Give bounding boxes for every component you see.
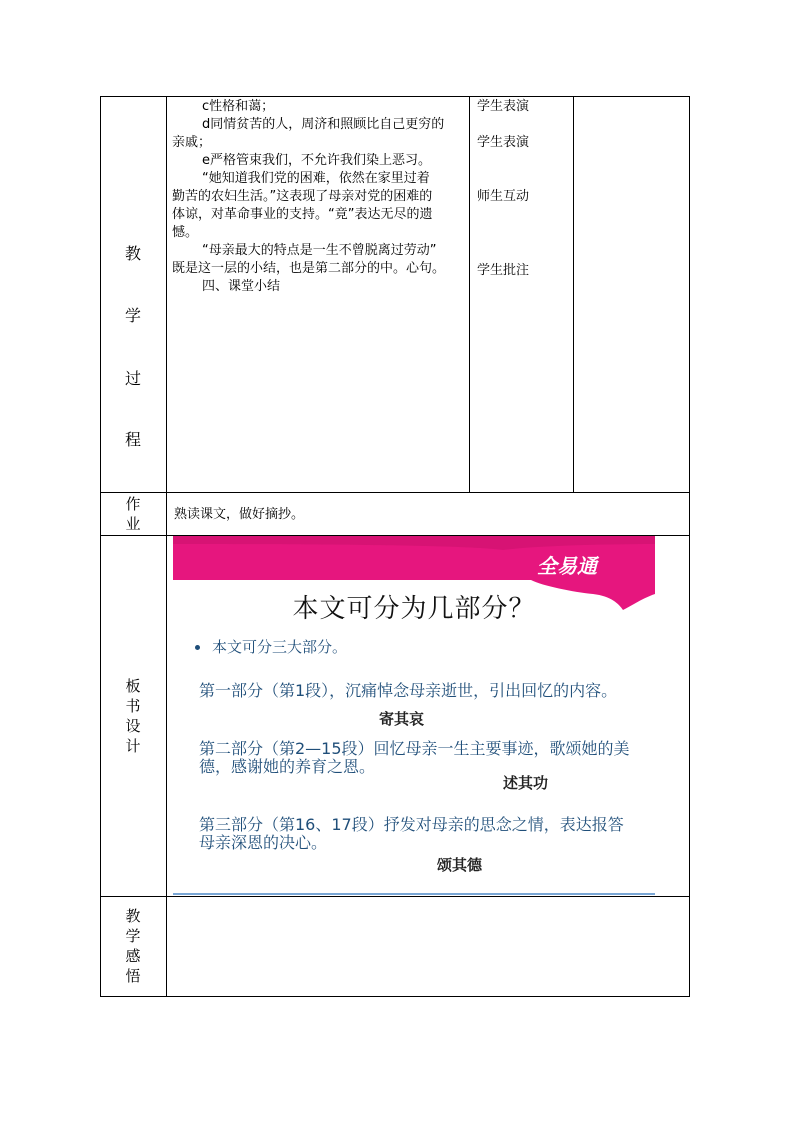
- row-label-board-3: 设: [125, 717, 141, 735]
- row-label-process-2: 学: [124, 306, 141, 325]
- process-line: c性格和蔼；: [202, 99, 275, 114]
- process-line: “母亲最大的特点是一生不曾脱离过劳动”: [202, 243, 437, 258]
- slide-part-3: 第三部分（第16、17段）抒发对母亲的思念之情，表达报答母亲深恩的决心。: [199, 815, 624, 852]
- column-divider: [469, 96, 470, 492]
- slide-tag-2: 述其功: [503, 774, 549, 792]
- row-label-process-1: 教: [124, 244, 141, 263]
- slide-title: 本文可分为几部分？: [292, 594, 536, 624]
- slide-tag-1: 寄其哀: [379, 710, 425, 728]
- slide-part-2: 第二部分（第2—15段）回忆母亲一生主要事迹，歌颂她的美德，感谢她的养育之恩。: [199, 739, 630, 776]
- slide-bottom-line: [173, 893, 655, 895]
- slide-part-1: 第一部分（第1段），沉痛悼念母亲逝世，引出回忆的内容。: [199, 681, 618, 700]
- row-label-reflection-4: 悟: [125, 967, 141, 985]
- row-label-reflection-1: 教: [125, 907, 141, 925]
- row-label-process-3: 过: [124, 369, 141, 388]
- process-line: 体谅，对革命事业的支持。“竟”表达无尽的遗: [172, 207, 433, 222]
- slide-logo: 全易通: [537, 554, 597, 578]
- process-line: “她知道我们党的困难，依然在家里过着: [202, 171, 430, 186]
- process-line: d同情贫苦的人，周济和照顾比自己更穷的: [202, 117, 445, 132]
- row-divider: [100, 896, 690, 897]
- bullet-dot: [195, 645, 200, 650]
- slide-tag-3: 颂其德: [437, 856, 483, 874]
- process-line: e严格管束我们，不允许我们染上恶习。: [202, 153, 431, 168]
- column-divider: [573, 96, 574, 492]
- activity-item: 师生互动: [477, 189, 530, 204]
- row-label-board-4: 计: [125, 737, 141, 755]
- row-divider: [100, 492, 690, 493]
- process-content: [172, 98, 466, 296]
- row-label-homework-1: 作: [125, 495, 141, 513]
- process-line: 勤苦的农妇生活。”这表现了母亲对党的困难的: [172, 189, 433, 204]
- row-label-reflection-2: 学: [125, 927, 141, 945]
- homework-text: 熟读课文，做好摘抄。: [174, 507, 305, 522]
- column-divider: [166, 96, 167, 997]
- row-label-reflection-3: 感: [125, 947, 141, 965]
- row-label-board-1: 板: [125, 677, 141, 695]
- process-line: 憾。: [172, 225, 199, 240]
- process-line: 亲戚；: [172, 135, 212, 150]
- process-line: 既是这一层的小结，也是第二部分的中。心句。: [172, 261, 446, 276]
- slide-bullet-text: 本文可分三大部分。: [212, 638, 348, 656]
- activity-item: 学生表演: [477, 135, 530, 150]
- row-label-process-4: 程: [124, 430, 141, 449]
- activity-item: 学生表演: [477, 99, 530, 114]
- row-label-homework-2: 业: [125, 515, 141, 533]
- board-slide: [173, 536, 655, 896]
- slide-bullet: [195, 636, 347, 657]
- process-line: 四、课堂小结: [202, 279, 281, 294]
- activity-item: 学生批注: [477, 263, 530, 278]
- row-label-board-2: 书: [125, 697, 141, 715]
